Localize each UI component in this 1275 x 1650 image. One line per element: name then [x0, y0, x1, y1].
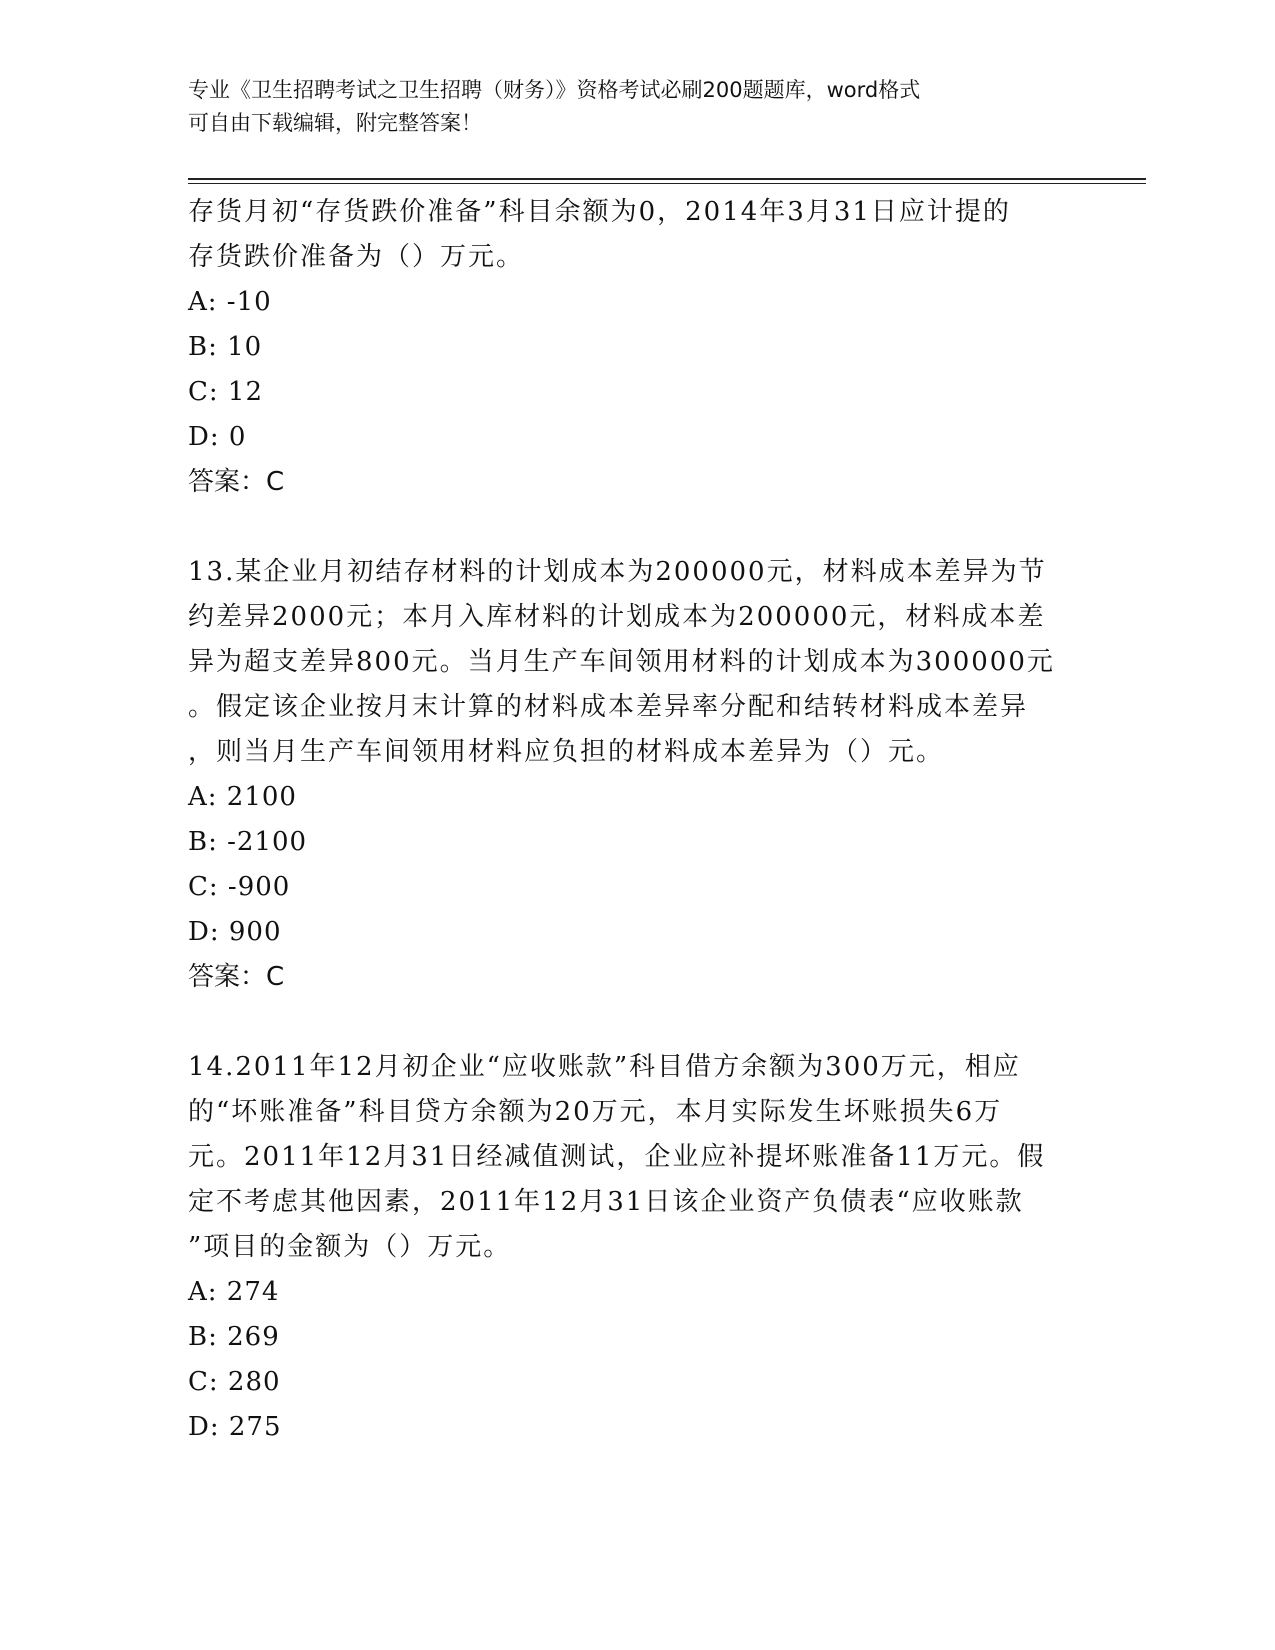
answer-line: 答案：C: [188, 467, 285, 497]
spacer: [188, 1000, 1088, 1045]
question-14: [188, 1045, 1088, 1450]
question-stem-line: 14.2011年12月初企业“应收账款”科目借方余额为300万元，相应: [188, 1052, 1021, 1082]
header-title-line: 专业《卫生招聘考试之卫生招聘（财务）》资格考试必刷200题题库，word格式: [188, 78, 921, 102]
question-stem-line: 。假定该企业按月末计算的材料成本差异率分配和结转材料成本差异: [188, 692, 1029, 722]
question-stem-line: 元。2011年12月31日经减值测试，企业应补提坏账准备11万元。假: [188, 1142, 1046, 1172]
option-a: A: 2100: [188, 782, 297, 812]
header-divider-thin: [188, 183, 1146, 184]
question-stem-line: 定不考虑其他因素，2011年12月31日该企业资产负债表“应收账款: [188, 1187, 1024, 1217]
header-divider-thick: [188, 178, 1146, 180]
question-stem-line: 约差异2000元；本月入库材料的计划成本为200000元，材料成本差: [188, 602, 1046, 632]
question-stem-line: ，则当月生产车间领用材料应负担的材料成本差异为（）元。: [188, 737, 945, 767]
document-body: [188, 190, 1088, 1450]
question-13: [188, 550, 1088, 1000]
option-b: B: -2100: [188, 827, 308, 857]
option-d: D: 0: [188, 422, 247, 452]
question-stem-line: 存货跌价准备为（）万元。: [188, 242, 525, 272]
question-stem-line: 异为超支差异800元。当月生产车间领用材料的计划成本为300000元: [188, 647, 1055, 677]
option-a: A: 274: [188, 1277, 280, 1307]
option-a: A: -10: [188, 287, 272, 317]
question-stem-line: 存货月初“存货跌价准备”科目余额为0，2014年3月31日应计提的: [188, 197, 1011, 227]
option-c: C: 12: [188, 377, 264, 407]
spacer: [188, 505, 1088, 550]
answer-line: 答案：C: [188, 962, 285, 992]
header-subtitle-line: 可自由下载编辑，附完整答案！: [188, 111, 482, 135]
question-stem-line: ”项目的金额为（）万元。: [188, 1232, 512, 1262]
option-b: B: 10: [188, 332, 263, 362]
question-12: [188, 190, 1088, 505]
document-header: [188, 74, 1068, 140]
option-d: D: 900: [188, 917, 282, 947]
question-stem-line: 13.某企业月初结存材料的计划成本为200000元，材料成本差异为节: [188, 557, 1047, 587]
option-b: B: 269: [188, 1322, 280, 1352]
option-c: C: 280: [188, 1367, 281, 1397]
question-stem-line: 的“坏账准备”科目贷方余额为20万元，本月实际发生坏账损失6万: [188, 1097, 1003, 1127]
option-d: D: 275: [188, 1412, 282, 1442]
option-c: C: -900: [188, 872, 291, 902]
